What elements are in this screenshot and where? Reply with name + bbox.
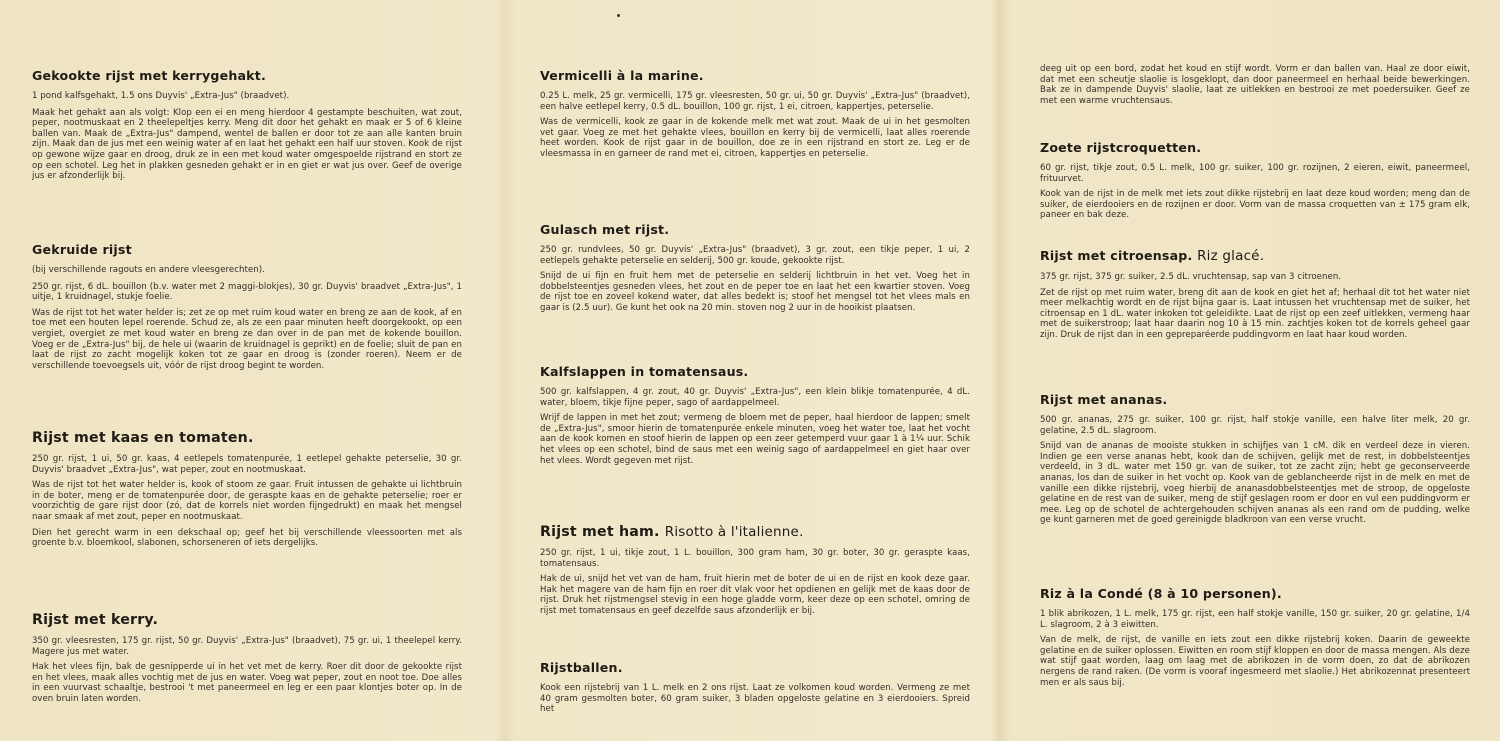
recipe-instructions: Snijd de ui fijn en fruit hem met de peterselie en selderij lichtbruin in het vet. Voeg het in dobbelsteentjes gesneden vlees, het zout en de peper toe en laat het een kwartier stoven. Voeg de rijst toe en zoveel kokend water, dat alles bedekt is; stoof het mengsel tot het vlees mals en gaar is (2.5 uur). Ge kunt het ook na 20 min. stoven nog 2 uur in de hooikist plaatsen. xyxy=(540,271,970,313)
recipe-title-suffix: (8 à 10 personen). xyxy=(1147,586,1282,601)
recipe-title: Gekookte rijst met kerrygehakt. xyxy=(32,68,266,83)
recipe-ingredients: 0.25 L. melk, 25 gr. vermicelli, 175 gr. vleesresten, 50 gr. ui, 50 gr. Duyvis' „Extra-Jus" (braadvet), een halve eetlepel kerry, 0.5 dL. bouillon, 100 gr. rijst, 1 ei, citroen, kappertjes, peterselie. xyxy=(540,91,970,112)
recipe-title: Rijst met ananas. xyxy=(1040,392,1168,407)
recipe-instructions: Was de vermicelli, kook ze gaar in de kokende melk met wat zout. Maak de ui in het gesmolten vet gaar. Voeg ze met het gehakte vlees, bouillon en kerry bij de vermicelli, laat alles roerende heet worden. Kook de rijst gaar in de bouillon, doe ze in een rijstrand en stort ze. Leg er de vleesmassa in en garneer de rand met ei, citroen, kappertjes en peterselie. xyxy=(540,117,970,159)
column-3 xyxy=(1040,0,1470,741)
recipe-title: Gulasch met rijst. xyxy=(540,222,670,237)
recipe-ingredients: 1 pond kalfsgehakt, 1.5 ons Duyvis' „Extra-Jus" (braadvet). xyxy=(32,91,290,101)
recipe-ingredients: 250 gr. rijst, 1 ui, 50 gr. kaas, 4 eetlepels tomatenpurée, 1 eetlepel gehakte peterselie, 30 gr. Duyvis' braadvet „Extra-Jus", wat peper, zout en nootmuskaat. xyxy=(32,454,462,475)
recipe-rijst-met-ham xyxy=(540,524,970,622)
recipe-instructions: Snijd van de ananas de mooiste stukken in schijfjes van 1 cM. dik en verdeel deze in vieren. Indien ge een verse ananas hebt, kook dan de schijven, gelijk met de rest, in dobbelsteentjes verdeeld, in 3 dL. water met 150 gr. van de suiker, tot ze zacht zijn; hebt ge geconserveerde ananas, los dan de suiker in het vocht op. Kook van de geblancheerde rijst in de melk en met de vanille een dikke rijstebrij, voeg hierbij de ananasdobbelsteentjes met de stroop, de opgeloste gelatine en de rest van de suiker, meng de stijf geslagen room er door en vul een puddingvorm er mee. Leg op de schotel de achtergehouden schijven ananas als een rand om de pudding, welke ge kunt garneren met de goed gereinigde bladkroon van een verse vrucht. xyxy=(1040,441,1470,526)
recipe-instructions: Was de rijst tot het water helder is; zet ze op met ruim koud water en breng ze aan de kook, af en toe met een houten lepel roerende. Schud ze, als ze een paar minuten heeft doorgekookt, op een vergiet, overgiet ze met koud water en breng ze dan over in de pan met de kokende bouillon. Voeg er de „Extra-Jus" bij, de hele ui (waarin de kruidnagel is geprikt) en de foelie; sluit de pan en laat de rijst zo zacht mogelijk koken tot ze gaar en droog is (zonder roeren). Neem er de verschillende toevoegsels uit, vóór de rijst droog begint te worden. xyxy=(32,307,462,371)
recipe-title: Gekruide rijst xyxy=(32,242,132,257)
recipe-title: Zoete rijstcroquetten. xyxy=(1040,140,1202,155)
recipe-subtitle: (bij verschillende ragouts en andere vleesgerechten). xyxy=(32,265,265,275)
recipe-title xyxy=(540,524,970,540)
recipe-rijst-met-citroensap xyxy=(1040,248,1470,346)
recipe-title xyxy=(1040,248,1470,264)
recipe-title-suffix: Riz glacé. xyxy=(1197,248,1265,264)
column-2 xyxy=(540,0,970,741)
recipe-instructions: Was de rijst tot het water helder is, kook of stoom ze gaar. Fruit intussen de gehakte ui lichtbruin in de boter, meng er de tomatenpurée door, de geraspte kaas en de gehakte peterselie; roer er voorzichtig de gare rijst door (zó, dat de korrels niet worden fijngedrukt) en maak het mengsel naar smaak af met zout, peper en nootmuskaat. xyxy=(32,480,462,522)
recipe-instructions: Maak het gehakt aan als volgt: Klop een ei en meng hierdoor 4 gestampte beschuiten, wat zout, peper, nootmuskaat en 2 theelepeltjes kerry. Meng dit door het gehakt en maak er 5 of 6 kleine ballen van. Maak de „Extra-Jus" dampend, wentel de ballen er door tot ze aan alle kanten bruin zijn. Maak dan de jus met een weinig water af en laat het gehakt een half uur stoven. Kook de rijst op gewone wijze gaar en droog, druk ze in een met koud water omgespoelde rijstrand en stort ze op een schotel. Leg het in plakken gesneden gehakt er in en giet er wat jus over. Geef de overige jus er afzonderlijk bij. xyxy=(32,107,462,182)
recipe-title-main: Riz à la Condé xyxy=(1040,586,1144,601)
recipe-title-suffix: Risotto à l'italienne. xyxy=(664,524,804,540)
recipe-ingredients: 60 gr. rijst, tikje zout, 0.5 L. melk, 100 gr. suiker, 100 gr. rozijnen, 2 eieren, eiwit, paneermeel, frituurvet. xyxy=(1040,163,1470,184)
recipe-zoete-rijstcroquetten xyxy=(1040,140,1470,226)
recipe-ingredients: 350 gr. vleesresten, 175 gr. rijst, 50 gr. Duyvis' „Extra-Jus" (braadvet), 75 gr. ui, 1 theelepel kerry. Magere jus met water. xyxy=(32,636,462,657)
recipe-vermicelli-a-la-marine xyxy=(540,68,970,165)
recipe-gulasch-met-rijst xyxy=(540,222,970,319)
recipe-ingredients: 500 gr. ananas, 275 gr. suiker, 100 gr. rijst, half stokje vanille, een halve liter melk, 20 gr. gelatine, 2.5 dL. slagroom. xyxy=(1040,415,1470,436)
recipe-instructions: Zet de rijst op met ruim water, breng dit aan de kook en giet het af; herhaal dit tot het water niet meer melkachtig wordt en de rijst bijna gaar is. Laat intussen het vruchtensap met de suiker, het citroensap en 1 dL. water inkoken tot geleidikte. Laat de rijst op een zeef uitlekken, vermeng haar met de suikerstroop; laat haar daarin nog 10 à 15 min. zachtjes koken tot de korrels geheel gaar zijn. Druk de rijst dan in een gepreparéerde puddingvorm en laat haar koud worden. xyxy=(1040,287,1470,340)
recipe-title-main: Rijst met ham. xyxy=(540,524,660,540)
recipe-title-main: Rijst met citroensap. xyxy=(1040,248,1193,263)
recipe-instructions: Kook een rijstebrij van 1 L. melk en 2 ons rijst. Laat ze volkomen koud worden. Vermeng ze met 40 gram gesmolten boter, 60 gram suiker, 3 bladen opgeloste gelatine en 3 eierdooiers. Spreid het xyxy=(540,683,970,715)
recipe-title: Vermicelli à la marine. xyxy=(540,68,704,83)
recipe-serving: Dien het gerecht warm in een dekschaal op; geef het bij verschillende vleessoorten met als groente b.v. bloemkool, slabonen, schorseneren of iets dergelijks. xyxy=(32,527,462,549)
recipe-title xyxy=(1040,586,1470,601)
recipe-ingredients: 375 gr. rijst, 375 gr. suiker, 2.5 dL. vruchtensap, sap van 3 citroenen. xyxy=(1040,272,1342,282)
recipe-ingredients: 250 gr. rundvlees, 50 gr. Duyvis' „Extra-Jus" (braadvet), 3 gr. zout, een tikje peper, 1 ui, 2 eetlepels gehakte peterselie en selderij, 500 gr. koude, gekookte rijst. xyxy=(540,245,970,266)
recipe-rijst-met-kaas-en-tomaten xyxy=(32,430,462,554)
recipe-title: Rijstballen. xyxy=(540,660,623,675)
recipe-instructions: Hak het vlees fijn, bak de gesnipperde ui in het vet met de kerry. Roer dit door de gekookte rijst en het vlees, maak alles vochtig met de jus en water. Voeg wat peper, zout en noot toe. Doe alles in een vuurvast schaaltje, bestrooi 't met paneermeel en leg er een paar klontjes boter op. In de oven bruin laten worden. xyxy=(32,662,462,704)
recipe-instructions: Wrijf de lappen in met het zout; vermeng de bloem met de peper, haal hierdoor de lappen; smelt de „Extra-Jus", smoor hierin de tomatenpurée enkele minuten, voeg het water toe, laat het vocht aan de kook komen en stoof hierin de lappen op een zeer getemperd vuur gaar 1 à 1¼ uur. Schik het vlees op een schotel, bind de saus met een weinig sago of aardappelmeel en giet haar over het vlees. Wordt gegeven met rijst. xyxy=(540,413,970,466)
recipe-ingredients: 500 gr. kalfslappen, 4 gr. zout, 40 gr. Duyvis' „Extra-Jus", een klein blikje tomatenpurée, 4 dL. water, bloem, tikje fijne peper, sago of aardappelmeel. xyxy=(540,387,970,408)
recipe-rijstballen-continued xyxy=(1040,64,1470,111)
recipe-rijst-met-kerry xyxy=(32,612,462,710)
recipe-ingredients: 250 gr. rijst, 1 ui, tikje zout, 1 L. bouillon, 300 gram ham, 30 gr. boter, 30 gr. geraspte kaas, tomatensaus. xyxy=(540,548,970,569)
recipe-kalfslappen-in-tomatensaus xyxy=(540,364,970,471)
recipe-title: Rijst met kaas en tomaten. xyxy=(32,430,254,446)
recipe-title: Kalfslappen in tomatensaus. xyxy=(540,364,749,379)
recipe-gekruide-rijst xyxy=(32,242,462,376)
recipe-instructions: Van de melk, de rijst, de vanille en iets zout een dikke rijstebrij koken. Daarin de geweekte gelatine en de suiker oplossen. Eiwitten en room stijf kloppen en door de massa mengen. Als deze wat stijf gaat worden, laag om laag met de abrikozen in de vorm doen, zo dat de abrikozen nergens de rand raken. (De vorm is vooraf ingesmeerd met slaolie.) Het abrikozennat presenteert men er als saus bij. xyxy=(1040,635,1470,688)
recipe-ingredients: 1 blik abrikozen, 1 L. melk, 175 gr. rijst, een half stokje vanille, 150 gr. suiker, 20 gr. gelatine, 1/4 L. slagroom, 2 à 3 eiwitten. xyxy=(1040,609,1470,630)
recipe-instructions: deeg uit op een bord, zodat het koud en stijf wordt. Vorm er dan ballen van. Haal ze door eiwit, dat met een scheutje slaolie is losgeklopt, dan door paneermeel en herhaal beide bewerkingen. Bak ze in dampende Duyvis' slaolie, laat ze uitlekken en bestrooi ze met poedersuiker. Geef ze met een warme vruchtensaus. xyxy=(1040,64,1470,106)
recipe-ingredients: 250 gr. rijst, 6 dL. bouillon (b.v. water met 2 maggi-blokjes), 30 gr. Duyvis' braadvet „Extra-Jus", 1 uitje, 1 kruidnagel, stukje foelie. xyxy=(32,281,462,303)
recipe-instructions: Kook van de rijst in de melk met iets zout dikke rijstebrij en laat deze koud worden; meng dan de suiker, de eierdooiers en de rozijnen er door. Vorm van de massa croquetten van ± 175 gram elk, paneer en bak deze. xyxy=(1040,189,1470,221)
recipe-rijst-met-ananas xyxy=(1040,392,1470,531)
recipe-gekookte-rijst-met-kerrygehakt xyxy=(32,68,462,187)
recipe-rijstballen xyxy=(540,660,970,720)
recipe-riz-a-la-conde xyxy=(1040,586,1470,693)
recipe-instructions: Hak de ui, snijd het vet van de ham, fruit hierin met de boter de ui en de rijst en kook deze gaar. Hak het magere van de ham fijn en roer dit vlak voor het opdienen en gelijk met de kaas door de rijst. Druk het rijstmengsel stevig in een hoge gladde vorm, keer deze op een schotel, omring de rijst met tomatensaus en geef dezelfde saus afzonderlijk er bij. xyxy=(540,574,970,616)
column-1 xyxy=(32,0,462,741)
recipe-title: Rijst met kerry. xyxy=(32,612,159,628)
